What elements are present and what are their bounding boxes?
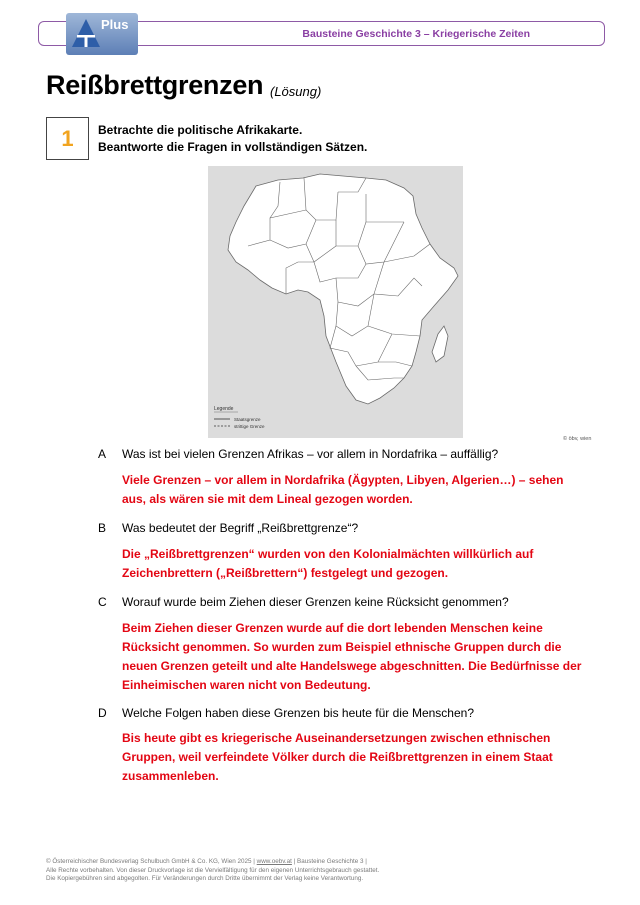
task-number: 1 (46, 117, 89, 160)
map-copyright: © öbv, wien (563, 436, 592, 442)
answer-a (122, 471, 590, 509)
question-letter: B (98, 521, 107, 535)
footer (46, 858, 546, 884)
question-text: Welche Folgen haben diese Grenzen bis heute für die Menschen? (122, 706, 475, 720)
question-letter: D (98, 706, 107, 720)
legend-title: Legende (214, 406, 234, 412)
answer-line: Bis heute gibt es kriegerische Auseinandersetzungen zwischen ethnischen (122, 731, 551, 745)
answer-line: Beim Ziehen dieser Grenzen wurde auf die dort lebenden Menschen keine (122, 621, 543, 635)
logo-plus-text: Plus (101, 17, 129, 32)
publisher-link[interactable]: www.oebv.at (256, 858, 292, 865)
question-text: Was ist bei vielen Grenzen Afrikas – vor allem in Nordafrika – auffällig? (122, 447, 499, 461)
answer-line: Gruppen, weil verfeindete Völker durch die Reißbrettgrenzen in einem Staat (122, 750, 553, 764)
footer-line-2: Alle Rechte vorbehalten. Von dieser Druckvorlage ist die Vervielfältigung für den eigenen Unterrichtsgebrauch gestattet. (46, 866, 380, 874)
answer-line: Rücksicht genommen. So wurden zum Beispiel ethnische Gruppen durch die (122, 640, 562, 654)
book-title: Bausteine Geschichte 3 – Kriegerische Zeiten (302, 28, 530, 40)
legend-item-disputed: strittige Grenze (234, 424, 265, 429)
legend-item-border: Staatsgrenze (234, 417, 261, 422)
footer-line-3: Die Kopiergebühren sind abgegolten. Für Veränderungen durch Dritte übernimmt der Verlag keine Verantwortung. (46, 875, 364, 882)
task-instructions (98, 122, 367, 156)
answer-line: Zeichenbrettern („Reißbrettern“) festgelegt und gezogen. (122, 566, 449, 580)
answer-line: Viele Grenzen – vor allem in Nordafrika (Ägypten, Libyen, Algerien…) – sehen (122, 473, 564, 487)
task-line-1: Betrachte die politische Afrikakarte. (98, 123, 303, 137)
answer-b (122, 545, 590, 583)
footer-line-1: © Österreichischer Bundesverlag Schulbuch GmbH & Co. KG, Wien 2025 | www.oebv.at | Bausteine Geschichte 3 | (46, 858, 367, 865)
question-text: Worauf wurde beim Ziehen dieser Grenzen keine Rücksicht genommen? (122, 595, 509, 609)
task-line-2: Beantworte die Fragen in vollständigen Sätzen. (98, 140, 368, 154)
question-letter: C (98, 595, 107, 609)
africa-map (208, 166, 463, 438)
page-title: Reißbrettgrenzen (46, 70, 264, 100)
question-text: Was bedeutet der Begriff „Reißbrettgrenze“? (122, 521, 359, 535)
answer-line: zusammenleben. (122, 769, 219, 783)
answer-line: aus, als wären sie mit dem Lineal gezogen worden. (122, 492, 413, 506)
answer-line: Einheimischen waren nicht von Bedeutung. (122, 678, 371, 692)
answer-line: neuen Grenzen geteilt und alte Handelswege abgeschnitten. Die Bedürfnisse der (122, 659, 582, 673)
page-subtitle: (Lösung) (270, 84, 322, 99)
question-letter: A (98, 447, 107, 461)
answer-line: Die „Reißbrettgrenzen“ wurden von den Kolonialmächten willkürlich auf (122, 547, 534, 561)
answer-d (122, 729, 590, 786)
answer-c (122, 619, 590, 695)
